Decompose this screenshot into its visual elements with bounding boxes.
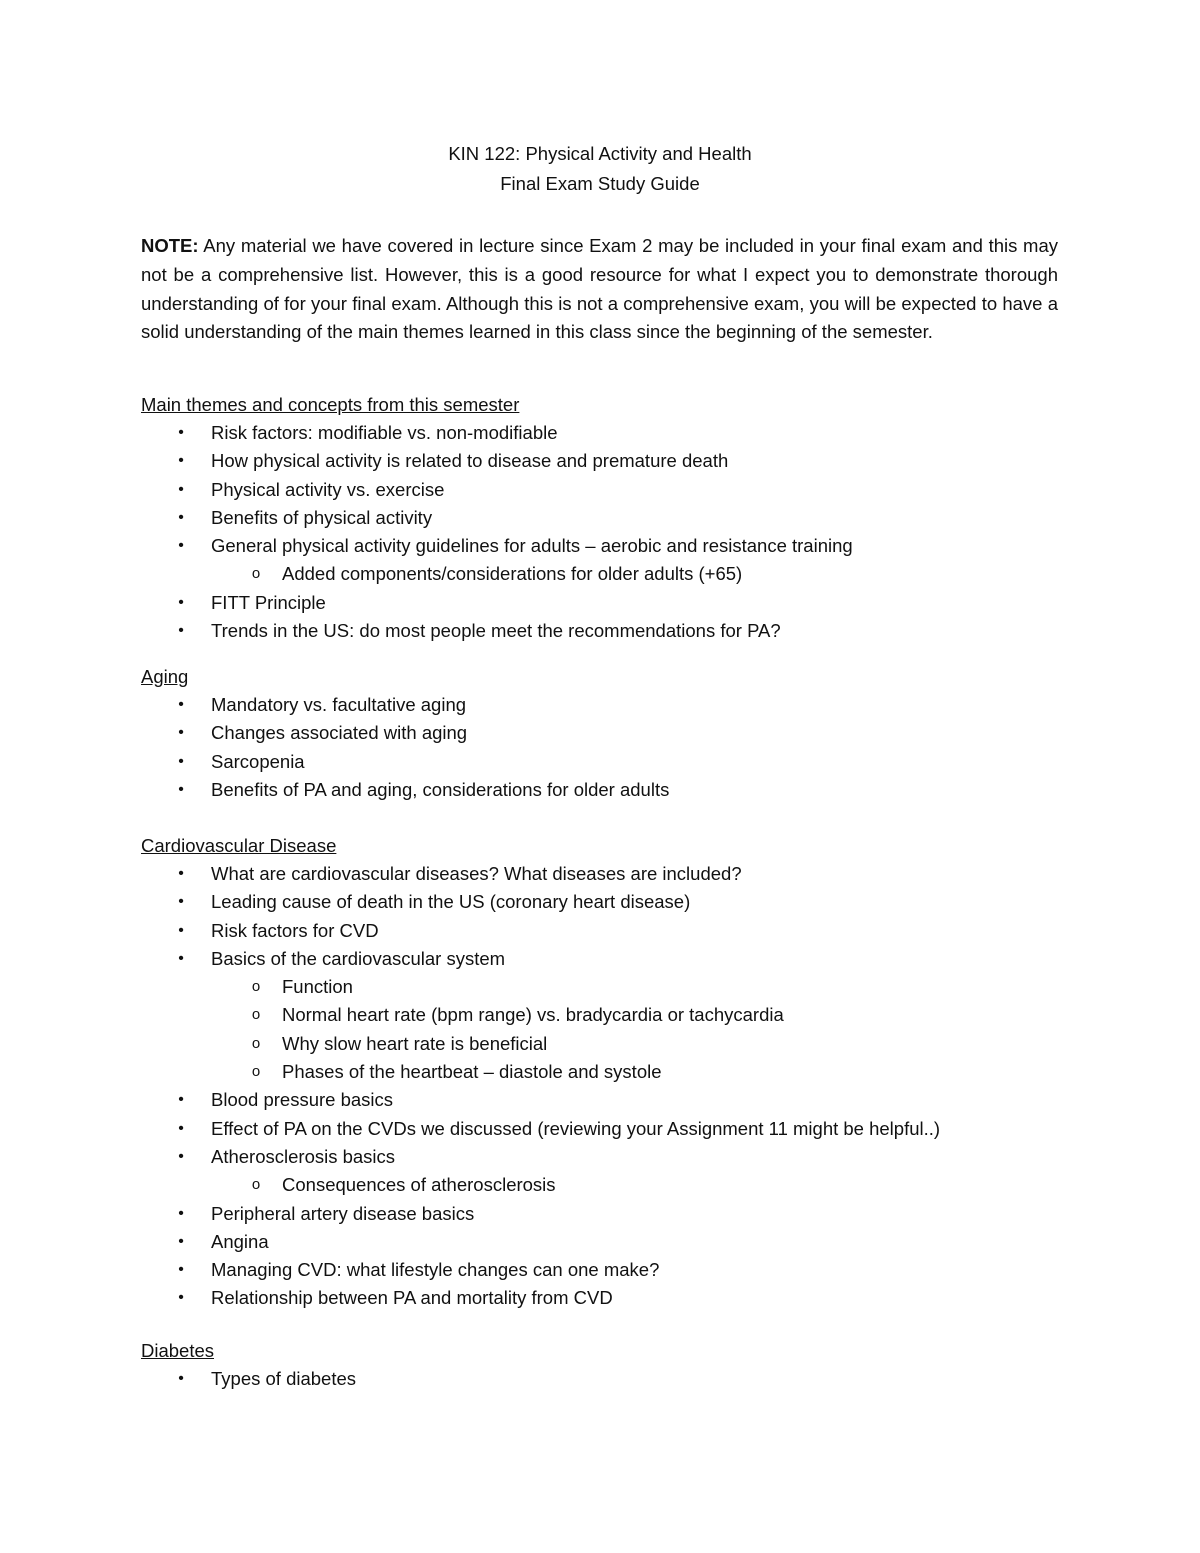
list-item: • Effect of PA on the CVDs we discussed (reviewing your Assignment 11 might be helpful..) (141, 1115, 1081, 1143)
sub-bullet-icon: o (251, 1034, 261, 1052)
bullet-icon: • (178, 724, 184, 742)
sub-bullet-icon: o (251, 978, 261, 996)
bullet-list (141, 1365, 1081, 1393)
list-item: • Relationship between PA and mortality from CVD (141, 1284, 1081, 1312)
section-heading: Aging (141, 666, 189, 687)
bullet-icon: • (178, 921, 184, 939)
list-item: • Mandatory vs. facultative aging (141, 691, 1081, 719)
document-title: KIN 122: Physical Activity and Health (448, 143, 752, 164)
section-cardiovascular-disease (141, 832, 1081, 1313)
bullet-icon: • (178, 1289, 184, 1307)
sub-bullet-icon: o (251, 1063, 261, 1081)
bullet-icon: • (178, 752, 184, 770)
sub-list-item: o Function (141, 973, 1081, 1001)
list-item: • Benefits of physical activity (141, 504, 1081, 532)
bullet-icon: • (178, 1204, 184, 1222)
sub-list-item: o Phases of the heartbeat – diastole and systole (141, 1058, 1081, 1086)
list-item: • Risk factors for CVD (141, 917, 1081, 945)
list-item: • Blood pressure basics (141, 1086, 1081, 1114)
list-item: • Peripheral artery disease basics (141, 1200, 1081, 1228)
bullet-icon: • (178, 1147, 184, 1165)
list-item: • Risk factors: modifiable vs. non-modifiable (141, 419, 1081, 447)
list-item: • General physical activity guidelines for adults – aerobic and resistance training (141, 532, 1081, 560)
note-paragraph (141, 232, 1058, 347)
bullet-icon: • (178, 1370, 184, 1387)
list-item: • What are cardiovascular diseases? What diseases are included? (141, 860, 1081, 888)
list-item: • Types of diabetes (141, 1365, 1081, 1393)
sub-list-item: o Why slow heart rate is beneficial (141, 1030, 1081, 1058)
sub-bullet-icon: o (251, 1176, 261, 1194)
list-item: • Changes associated with aging (141, 719, 1081, 747)
list-item: • Atherosclerosis basics (141, 1143, 1081, 1171)
bullet-icon: • (178, 696, 184, 713)
list-item: • Basics of the cardiovascular system (141, 945, 1081, 973)
bullet-icon: • (178, 1119, 184, 1137)
bullet-icon: • (178, 452, 184, 470)
sub-list-item: o Added components/considerations for older adults (+65) (141, 560, 1081, 588)
bullet-icon: • (178, 949, 184, 967)
section-aging (141, 663, 1081, 804)
bullet-icon: • (178, 593, 184, 611)
bullet-icon: • (178, 424, 184, 441)
section-main-themes (141, 391, 1081, 645)
bullet-icon: • (178, 780, 184, 798)
document-subtitle: Final Exam Study Guide (500, 173, 700, 194)
section-heading: Main themes and concepts from this semester (141, 394, 520, 415)
bullet-icon: • (178, 508, 184, 526)
bullet-icon: • (178, 893, 184, 911)
bullet-list (141, 691, 1081, 804)
section-diabetes (141, 1337, 1081, 1393)
sub-bullet-icon: o (251, 565, 261, 583)
list-item: • Benefits of PA and aging, considerations for older adults (141, 776, 1081, 804)
note-text: Any material we have covered in lecture since Exam 2 may be included in your final exam and this may not be a comprehensive list. However, this is a good resource for what I expect you to demonstrate thorough understanding of for your final exam. Although this is not a comprehensive exam, you will be expected to have a solid understanding of the main themes learned in this class since the beginning of the semester. (141, 235, 1059, 343)
bullet-icon: • (178, 1091, 184, 1109)
bullet-icon: • (178, 622, 184, 640)
bullet-list (141, 860, 1081, 1313)
sub-list-item: o Consequences of atherosclerosis (141, 1171, 1081, 1199)
bullet-icon: • (178, 1232, 184, 1250)
list-item: • How physical activity is related to disease and premature death (141, 447, 1081, 475)
list-item: • Physical activity vs. exercise (141, 476, 1081, 504)
bullet-list (141, 419, 1081, 645)
sub-bullet-icon: o (251, 1006, 261, 1024)
list-item: • Leading cause of death in the US (coronary heart disease) (141, 888, 1081, 916)
bullet-icon: • (178, 1261, 184, 1279)
section-heading: Cardiovascular Disease (141, 835, 337, 856)
sub-list-item: o Normal heart rate (bpm range) vs. bradycardia or tachycardia (141, 1001, 1081, 1029)
bullet-icon: • (178, 480, 184, 498)
note-label: NOTE: (141, 235, 199, 256)
list-item: • Angina (141, 1228, 1081, 1256)
list-item: • Trends in the US: do most people meet the recommendations for PA? (141, 617, 1081, 645)
section-heading: Diabetes (141, 1340, 215, 1361)
bullet-icon: • (178, 865, 184, 882)
list-item: • Sarcopenia (141, 748, 1081, 776)
list-item: • FITT Principle (141, 589, 1081, 617)
list-item: • Managing CVD: what lifestyle changes can one make? (141, 1256, 1081, 1284)
bullet-icon: • (178, 537, 184, 555)
